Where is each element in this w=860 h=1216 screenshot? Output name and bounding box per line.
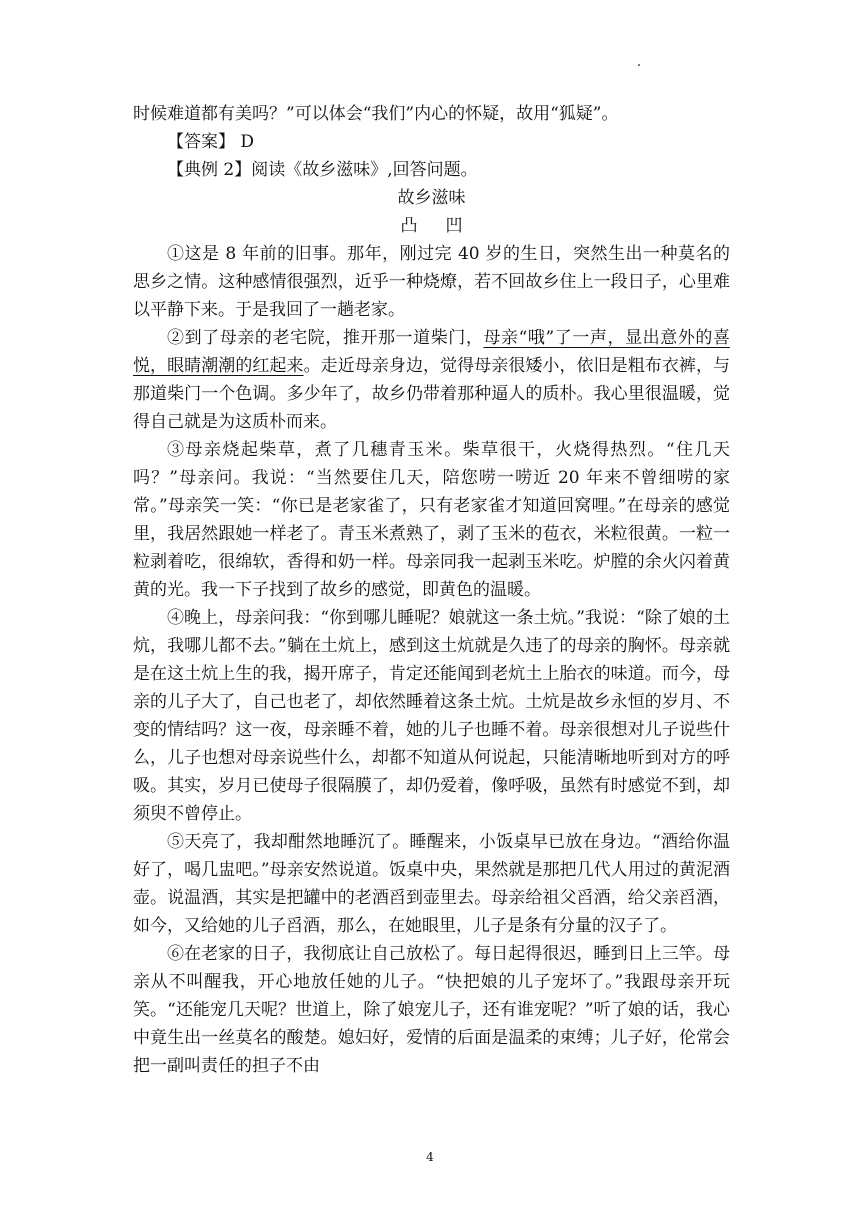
page-number: 4 <box>426 1150 434 1164</box>
paragraph-3 <box>133 436 730 604</box>
example-heading: 【典例 2】阅读《故乡滋味》,回答问题。 <box>167 160 478 180</box>
paragraph-text: ③母亲烧起柴草，煮了几穗青玉米。柴草很干，火烧得热烈。“住几天吗？”母亲问。我说：“当然要住几天，陪您唠一唠近 20 年来不曾细唠的家常。”母亲笑一笑：“你已是老家雀了，只有老家雀才知道回窝哩。”在母亲的感觉里，我居然跟她一样老了。青玉米煮熟了，剥了玉米的苞衣，米粒很黄。一粒一粒剥着吃，很绵软，香得和奶一样。母亲同我一起剥玉米吃。炉膛的余火闪着黄黄的光。我一下子找到了故乡的感觉，即黄色的温暖。 <box>133 440 730 600</box>
paragraph-text: ⑥在老家的日子，我彻底让自己放松了。每日起得很迟，睡到日上三竿。母亲从不叫醒我，开心地放任她的儿子。“快把娘的儿子宠坏了。”我跟母亲开玩笑。“还能宠几天呢？世道上，除了娘宠儿子，还有谁宠呢？”听了娘的话，我心中竟生出一丝莫名的酸楚。媳妇好，爱情的后面是温柔的束缚；儿子好，伦常会把一副叫责任的担子不由 <box>133 944 730 1076</box>
paragraph-5 <box>133 828 730 940</box>
paragraph-text: ④晚上，母亲问我：“你到哪儿睡呢？娘就这一条土炕。”我说：“除了娘的土炕，我哪儿都不去。”躺在土炕上，感到这土炕就是久违了的母亲的胸怀。母亲就是在这土炕上生的我，揭开席子，肯定还能闻到老炕土上胎衣的味道。而今，母亲的儿子大了，自己也老了，却依然睡着这条土炕。土炕是故乡永恒的岁月、不变的情结吗？这一夜，母亲睡不着，她的儿子也睡不着。母亲很想对儿子说些什么，儿子也想对母亲说些什么，却都不知道从何说起，只能清晰地听到对方的呼吸。其实，岁月已使母子很隔膜了，却仍爱着，像呼吸，虽然有时感觉不到，却须臾不曾停止。 <box>133 608 730 824</box>
paragraph-text: ⑤天亮了，我却酣然地睡沉了。睡醒来，小饭桌早已放在身边。“酒给你温好了，喝几盅吧。”母亲安然说道。饭桌中央，果然就是那把几代人用过的黄泥酒壶。说温酒，其实是把罐中的老酒舀到壶里去。母亲给祖父舀酒，给父亲舀酒，如今，又给她的儿子舀酒，那么，在她眼里，儿子是条有分量的汉子了。 <box>133 832 730 936</box>
paragraph-text: ②到了母亲的老宅院，推开那一道柴门， <box>167 328 484 348</box>
answer-line: 【答案】 D <box>167 132 255 152</box>
paragraph-1 <box>133 240 730 324</box>
underlined-sentence: 母亲“哦”了一声，显出意外的喜悦，眼睛潮潮的红起来 <box>133 328 730 376</box>
paragraph-2 <box>133 324 730 436</box>
document-body <box>133 100 730 1080</box>
paragraph-6 <box>133 940 730 1080</box>
article-author: 凸凹 <box>400 216 491 236</box>
paragraph-4 <box>133 604 730 828</box>
continuation-text: 时候难道都有美吗？”可以体会“我们”内心的怀疑，故用“狐疑”。 <box>133 104 619 124</box>
paragraph-text: 。走近母亲身边，觉得母亲很矮小，依旧是粗布衣裤，与那道柴门一个色调。多少年了，故乡仍带着那种逼人的质朴。我心里很温暖，觉得自己就是为这质朴而来。 <box>133 356 731 432</box>
corner-dot <box>638 64 640 66</box>
paragraph-text: ①这是 8 年前的旧事。那年，刚过完 40 岁的生日，突然生出一种莫名的思乡之情。这种感情很强烈，近乎一种烧燎，若不回故乡住上一段日子，心里难以平静下来。于是我回了一趟老家。 <box>133 244 730 320</box>
article-title: 故乡滋味 <box>397 188 466 208</box>
